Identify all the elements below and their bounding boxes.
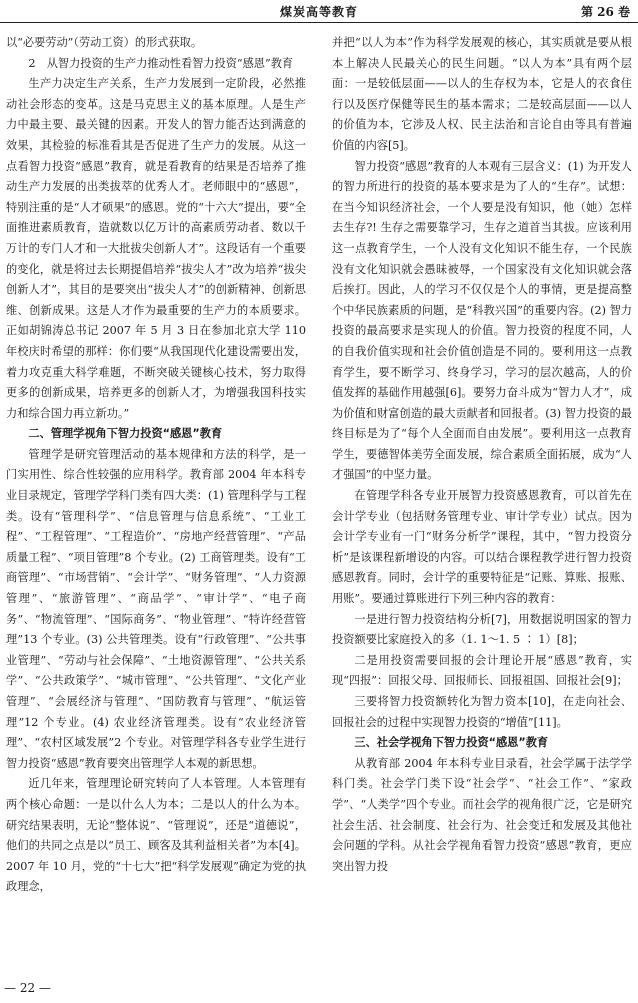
paragraph: 智力投资“感恩”教育的人本观有三层含义：(1) 为开发人的智力所进行的投资的基本要求是为了人的“生存”。试想：在当今知识经济社会，一个人要是没有知识，他（她）怎样去生存?! 生存之需要靠学习，生存之道首当其拔。应该利用这一点教育学生，一个人没有文化知识不能生存，一个民族没有文化知识就会愚昧被辱，一个国家没有文化知识就会落后挨打。因此，人的学习不仅仅是个人的事情，更是提高整个中华民族素质的问题，是“科教兴国”的重要内容。(2) 智力投资的最高要求是实现人的价值。智力投资的程度不同，人的自我价值实现和社会价值创造是不同的。要利用这一点教育学生，要不断学习、终身学习，学习的层次越高，人的价值发挥的基础作用越强[6]。要努力奋斗成为“智力人才”，成为价值和财富创造的最大贡献者和回报者。(3) 智力投资的最终目标是为了“每个人全面而自由发展”。要利用这一点教育学生，要德智体美劳全面发展，综合素质全面拓展，成为“人才强国”的中坚力量。 — [332, 159, 632, 482]
journal-title: 煤炭高等教育 — [279, 5, 358, 19]
section-heading: 三、社会学视角下智力投资“感恩”教育 — [354, 736, 549, 750]
paragraph: 生产力决定生产关系，生产力发展到一定阶段，必然推动社会形态的变革。这是马克思主义的基本原理。人是生产力中最主要、最关键的因素。开发人的智力能否达到满意的效果，其检验的标准看其是否促进了生产力的发展。从这一点看智力投资“感恩”教育，就是看教育的结果是否培养了推动生产力发展的出类拔萃的优秀人才。老师眼中的“感恩”，特别注重的是“人才硕果”的感恩。党的“十六大”提出，要“全面推进素质教育，造就数以亿万计的高素质劳动者、数以千万计的专门人才和一大批拔尖创新人才”。这段话有一个重要的变化，就是将过去长期提倡培养“拔尖人才”改为培养“拔尖创新人才”，其目的是要突出“拔尖人才”的创新精神、创新思维、创新成果。这是人才作为最重要的生产力的本质要求。正如胡锦涛总书记 2007 年 5 月 3 日在参加北京大学 110 年校庆时希望的那样：你们要“从我国现代化建设需要出发，着力攻克重大科学难题，不断突破关键核心技术，努力取得更多的创新成果，培养更多的创新人才，为增强我国科技实力和综合国力再立新功。” — [6, 77, 306, 420]
left-column — [6, 33, 306, 898]
paragraph: 三要将智力投资额转化为智力资本[10]，在走向社会、回报社会的过程中实现智力投资的“增值”[11]。 — [332, 695, 632, 729]
paragraph: 从教育部 2004 年本科专业目录看，社会学属于法学学科门类。社会学门类下设“社会学”、“社会工作”、“家政学”、“人类学”四个专业。而社会学的视角很广泛，它是研究社会生活、社会制度、社会行为、社会变迁和发展及其他社会问题的学科。从社会学视角看智力投资“感恩”教育，更应突出智力投 — [332, 756, 632, 873]
volume-number: 第 26 卷 — [580, 5, 630, 19]
page-header — [0, 0, 638, 23]
paragraph: 在管理学科各专业开展智力投资感恩教育，可以首先在会计学专业（包括财务管理专业、审计学专业）试点。因为会计学专业有一门“财务分析学”课程，其中，“智力投资分析”是该课程新增设的内容。可以结合课程教学进行智力投资感恩教育。同时，会计学的重要特征是“记账、算账、报账、用账”。要通过算账进行下列三种内容的教育： — [332, 489, 632, 606]
section-heading: 二、管理学视角下智力投资“感恩”教育 — [28, 427, 223, 441]
paragraph: 并把“以人为本”作为科学发展观的核心，其实质就是要从根本上解决人民最关心的民生问题。“以人为本”具有两个层面：一是较低层面——以人的生存权为本，它是人的衣食住行以及医疗保健等民生的基本需求；二是较高层面——以人的价值为本，它涉及人权、民主法治和言论自由等具有普遍价值的内容[5]。 — [332, 36, 632, 152]
subsection-heading: 2 从智力投资的生产力推动性看智力投资“感恩”教育 — [28, 56, 294, 70]
paragraph: 二是用投资需要回报的会计理论开展“感恩”教育，实现“四报”：回报父母、回报师长、回报祖国、回报社会[9]； — [332, 653, 632, 688]
paragraph: 近几年来，管理理论研究转向了人本管理。人本管理有两个核心命题：一是以什么人为本；二是以人的什么为本。研究结果表明，无论“整体说”、“管理说”，还是“道德说”，他们的共同之点是以“员工、顾客及其利益相关者”为本[4]。2007 年 10 月，党的“十七大”把“科学发展观”确定为党的执政理念， — [6, 777, 307, 894]
paragraph: 一是进行智力投资结构分析[7]，用数据说明国家的智力投资额要比家庭投入的多（1. 1～1. 5 ∶ 1）[8]； — [332, 612, 632, 647]
right-column — [332, 33, 632, 877]
page-number: — 22 — — [4, 981, 51, 995]
paragraph: 管理学是研究管理活动的基本规律和方法的科学，是一门实用性、综合性较强的应用科学。教育部 2004 年本科专业目录规定，管理学学科门类有四大类：(1) 管理科学与工程类。设有“管理科学”、“信息管理与信息系统”、“工业工程”、“工程管理”、“工程造价”、“房地产经营管理”、“产品质量工程”、“项目管理”8 个专业。(2) 工商管理类。设有“工商管理”、“市场营销”、“会计学”、“财务管理”、“人力资源管理”、“旅游管理”、“商品学”、“审计学”、“电子商务”、“物流管理”、“国际商务”、“物业管理”、“特许经营管理”13 个专业。(3) 公共管理类。设有“行政管理”、“公共事业管理”、“劳动与社会保障”、“土地资源管理”、“公共关系学”、“公共政策学”、“城市管理”、“公共管理”、“文化产业管理”、“会展经济与管理”、“国防教育与管理”、“航运管理”12 个专业。(4) 农业经济管理类。设有“农业经济管理”、“农村区域发展”2 个专业。对管理学科各专业学生进行智力投资“感恩”教育要突出管理学人本观的新思想。 — [6, 447, 306, 770]
paragraph: 以“必要劳动”（劳动工资）的形式获取。 — [6, 36, 203, 49]
